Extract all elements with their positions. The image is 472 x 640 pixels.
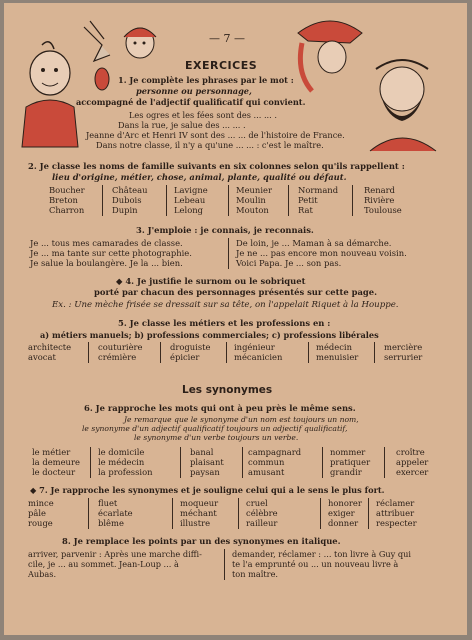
ex4-heading-2: porté par chacun des personnages présentés sur cette page. [94,287,377,297]
ex7-word: rouge [28,518,53,528]
ex5-column [98,342,142,362]
ex2-column [236,185,272,215]
column-divider [352,185,353,216]
ex5-column [170,342,210,362]
ex2-column [49,185,85,215]
ex6-word: le métier [32,447,71,457]
ex2-word: Lebeau [174,195,206,205]
column-divider [322,447,323,478]
ex8-line: ton maître. [232,569,279,579]
column-divider [368,498,369,529]
ex8-heading: 8. Je remplace les points par un des synonymes en italique. [62,536,341,546]
ex6-word: campagnard [248,447,302,457]
column-divider [90,447,91,478]
ex5-word: épicier [170,352,200,362]
ex2-subheading: lieu d'origine, métier, chose, animal, plante, qualité ou défaut. [52,172,347,182]
ex6-word: la demeure [32,457,80,467]
ex2-word: Normand [298,185,339,195]
ex6-word: le médecin [98,457,145,467]
column-divider [180,447,181,478]
ex2-word: Petit [298,195,318,205]
ex4-example: Ex. : Une mèche frisée se dressait sur sa tête, on l'appelait Riquet à la Houppe. [52,300,399,310]
column-divider [308,342,309,363]
ex1-subheading: personne ou personnage, [136,86,252,96]
ex2-word: Rat [298,205,313,215]
ex7-column [376,498,417,528]
ex6-word: croître [396,447,425,457]
ex2-word: Boucher [49,185,85,195]
ex5-word: médecin [316,342,352,352]
ex7-word: exiger [328,508,355,518]
ex8-line: demander, réclamer : ... ton livre à Guy qui [232,549,412,559]
column-divider [102,185,103,216]
column-divider [384,447,385,478]
ex7-word: respecter [376,518,417,528]
ex5-word: crémière [98,352,137,362]
ex7-word: réclamer [376,498,415,508]
ex7-word: méchant [180,508,217,518]
ex6-column [248,447,301,477]
ex5-word: droguiste [170,342,211,352]
column-divider [88,342,89,363]
ex6-column [396,447,428,477]
ex6-heading: 6. Je rapproche les mots qui ont à peu près le même sens. [84,403,356,413]
column-divider [228,238,229,269]
ex6-word: le docteur [32,467,76,477]
ex5-column [384,342,422,362]
ex5-word: serrurier [384,352,423,362]
bearded-man-illustration [362,55,442,153]
ex1-subheading-2: accompagné de l'adjectif qualificatif qui convient. [76,97,306,107]
ex3-sentence: Je ... tous mes camarades de classe. [30,238,183,248]
ex7-word: attribuer [376,508,415,518]
ex2-word: Rivière [364,195,395,205]
ex6-column [32,447,80,477]
column-divider [224,549,225,580]
ex5-heading: 5. Je classe les métiers et les professions en : [118,318,331,328]
ex2-word: Renard [364,185,396,195]
ex5-word: mécanicien [234,352,283,362]
ex6-column [190,447,224,477]
ex2-column [364,185,402,215]
page-number: — 7 — [209,32,245,45]
ex6-word: appeler [396,457,429,467]
ex3-heading: 3. J'emploie : je connais, je reconnais. [136,225,314,235]
ex3-sentence: Voici Papa. Je ... son pas. [236,258,342,268]
column-divider [88,498,89,529]
ex6-column [330,447,370,477]
ex2-column [112,185,148,215]
ex2-word: Mouton [236,205,269,215]
column-divider [160,342,161,363]
ex7-word: blême [98,518,124,528]
ex7-word: pâle [28,508,46,518]
ex2-word: Lelong [174,205,203,215]
ex7-word: écarlate [98,508,133,518]
ex8-line: cile, je ... au sommet. Jean-Loup ... à [28,559,179,569]
ex6-note-line: Je remarque que le synonyme d'un nom est toujours un nom, [124,415,359,424]
ex3-sentence: Je salue la boulangère. Je la ... bien. [30,258,183,268]
ex2-word: Breton [49,195,78,205]
ex5-word: couturière [98,342,143,352]
ex5-column [28,342,71,362]
ex7-word: mince [28,498,54,508]
ex5-word: avocat [28,352,56,362]
ex6-word: nommer [330,447,366,457]
ex7-word: railleur [246,518,278,528]
column-divider [374,342,375,363]
ex7-word: donner [328,518,359,528]
ex5-word: architecte [28,342,72,352]
column-divider [238,498,239,529]
ex4-heading: ◆ 4. Je justifie le surnom ou le sobriquet [116,276,306,286]
ex2-heading: 2. Je classe les noms de famille suivants en six colonnes selon qu'ils rappellent : [28,161,405,171]
section-title-synonymes: Les synonymes [182,384,273,396]
ex7-column [180,498,218,528]
ex7-word: illustre [180,518,211,528]
ex5-column [316,342,358,362]
page-title: EXERCICES [185,59,258,72]
ex2-word: Dupin [112,205,138,215]
ex2-word: Lavigne [174,185,208,195]
ex3-sentence: Je ... ma tante sur cette photographie. [30,248,192,258]
ex8-line: Aubas. [28,569,57,579]
ex6-word: banal [190,447,214,457]
ex6-word: exercer [396,467,429,477]
boy-with-tuft-illustration [20,37,80,149]
ex7-word: célèbre [246,508,278,518]
ex1-line: Dans notre classe, il n'y a qu'une ... ... : c'est le maître. [96,140,324,150]
ex1-line: Les ogres et les fées sont des ... ... . [129,110,277,120]
ex6-note-line: le synonyme d'un verbe toujours un verbe. [134,433,299,442]
woman-with-red-hat-illustration [294,13,366,95]
ex7-word: fluet [98,498,118,508]
ex8-line: arriver, parvenir : Après une marche diffi- [28,549,202,559]
ex6-word: la profession [98,467,153,477]
ex7-word: honorer [328,498,362,508]
column-divider [242,447,243,478]
column-divider [228,185,229,216]
ex6-word: le domicile [98,447,145,457]
column-divider [166,185,167,216]
ex8-line: te l'a emprunté ou ... un nouveau livre à [232,559,399,569]
ex7-word: cruel [246,498,268,508]
ex7-column [246,498,278,528]
ex6-word: grandir [330,467,362,477]
ex3-sentence: De loin, je ... Maman à sa démarche. [236,238,392,248]
ex2-column [174,185,208,215]
column-divider [226,342,227,363]
workbook-page [4,3,467,635]
ex2-word: Dubois [112,195,142,205]
ex7-column [328,498,362,528]
ex5-word: mercière [384,342,423,352]
column-divider [288,185,289,216]
ex5-column [234,342,282,362]
ex7-heading: ◆ 7. Je rapproche les synonymes et je souligne celui qui a le sens le plus fort. [30,485,385,495]
ex6-word: commun [248,457,285,467]
ex8-left-text [28,549,202,579]
ex1-heading: 1. Je complète les phrases par le mot : [118,75,294,85]
ex7-column [98,498,133,528]
ex6-word: pratiquer [330,457,371,467]
ex5-word: ingénieur [234,342,275,352]
ex2-word: Toulouse [364,205,402,215]
ex6-word: amusant [248,467,285,477]
ex6-word: plaisant [190,457,224,467]
ex2-word: Moulin [236,195,266,205]
ex7-word: moqueur [180,498,219,508]
ex7-column [28,498,54,528]
ex3-right-sentences [236,238,407,268]
ex5-categories: a) métiers manuels; b) professions commerciales; c) professions libérales [40,330,379,340]
donkey-and-girl-illustration [80,17,160,97]
ex3-sentence: Je ne ... pas encore mon nouveau voisin. [236,248,407,258]
ex6-column [98,447,153,477]
ex2-word: Château [112,185,148,195]
column-divider [320,498,321,529]
ex1-line: Jeanne d'Arc et Henri IV sont des ... ... de l'histoire de France. [86,130,345,140]
ex2-word: Charron [49,205,85,215]
ex3-left-sentences [30,238,192,268]
column-divider [172,498,173,529]
ex6-note-line: le synonyme d'un adjectif qualificatif toujours un adjectif qualificatif, [82,424,348,433]
ex2-word: Meunier [236,185,272,195]
ex6-word: paysan [190,467,220,477]
ex8-right-text [232,549,411,579]
ex1-line: Dans la rue, je salue des ... ... . [118,120,246,130]
ex5-word: menuisier [316,352,359,362]
ex2-column [298,185,338,215]
